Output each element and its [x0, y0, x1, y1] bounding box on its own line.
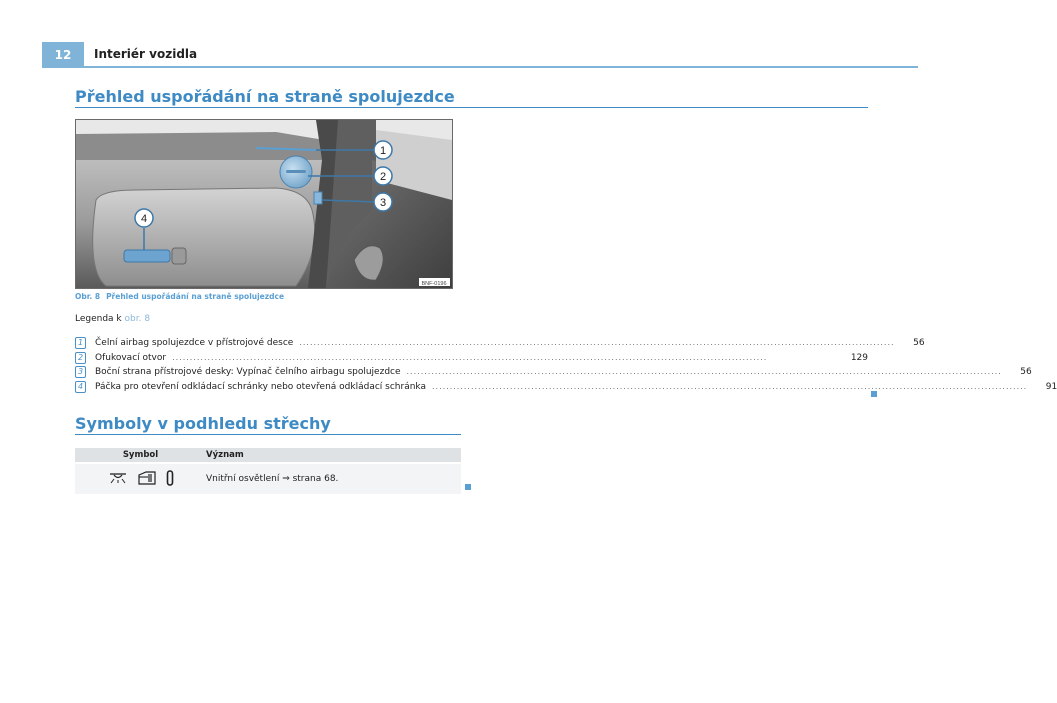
legend-number: 4: [75, 381, 87, 393]
header-symbol: Symbol: [122, 450, 159, 460]
dashboard-figure: [75, 119, 453, 289]
legend-item: [75, 381, 1057, 396]
meaning-cell[interactable]: Vnitřní osvětlení ⇒ strana 68.: [206, 474, 339, 484]
legend-text: Čelní airbag spolujezdce v přístrojové desce: [95, 338, 294, 348]
legend-item: [75, 366, 1032, 381]
section-title-roof-symbols: Symboly v podhledu střechy: [75, 414, 331, 433]
figure-caption: [75, 292, 290, 301]
callout-2: [374, 167, 392, 185]
table-header: [75, 448, 461, 462]
leader-dots: ........................................................................................................................................................................: [299, 338, 895, 347]
legend-figure-ref[interactable]: obr. 8: [124, 314, 151, 324]
svg-text:1: 1: [379, 145, 387, 157]
section-title-passenger-side: Přehled uspořádání na straně spolujezdce: [75, 87, 455, 106]
light-off-icon: [166, 470, 174, 489]
section-rule: [75, 107, 868, 108]
caption-label: Obr. 8: [75, 292, 101, 301]
legend-page-ref[interactable]: 56: [1020, 367, 1032, 377]
legend-text: Ofukovací otvor: [95, 352, 167, 363]
table-row: [75, 464, 461, 494]
section-rule: [75, 434, 461, 435]
legend-text: Páčka pro otevření odkládací schránky nebo otevřená odkládací schránka: [95, 381, 426, 392]
door-contact-icon: [138, 471, 156, 488]
interior-light-icon: [108, 472, 128, 487]
svg-text:3: 3: [379, 197, 387, 209]
legend-item: [75, 352, 868, 367]
section-end-mark: [869, 382, 877, 401]
legend-text: Boční strana přístrojové desky: Vypínač čelního airbagu spolujezdce: [95, 367, 401, 377]
legend-item: [75, 337, 925, 352]
callout-4: [135, 209, 153, 227]
dashboard-illustration: [76, 120, 452, 288]
leader-dots: ........................................................................................................................................................................: [431, 381, 1028, 391]
legend-number: 2: [75, 352, 87, 364]
legend-page-ref[interactable]: 91: [1045, 381, 1057, 392]
header-rule: [84, 66, 918, 68]
figure-code: BNF-0196: [421, 281, 447, 287]
symbol-cell: [75, 470, 206, 489]
svg-text:2: 2: [379, 171, 387, 183]
leader-dots: ........................................................................................................................................................................: [406, 367, 1002, 376]
chapter-title: Interiér vozidla: [94, 47, 198, 61]
caption-text: Přehled uspořádání na straně spolujezdce: [106, 292, 285, 301]
callout-3: [374, 193, 392, 211]
legend-page-ref[interactable]: 56: [913, 338, 925, 348]
callout-1: [374, 141, 392, 159]
legend-number: 3: [75, 366, 87, 378]
legend-intro-text: Legenda k: [75, 314, 122, 324]
section-end-mark: [465, 484, 471, 490]
page-number: 12: [42, 42, 84, 68]
legend-number: 1: [75, 337, 87, 349]
symbol-table: [75, 448, 461, 494]
legend-intro: [75, 314, 150, 324]
svg-text:4: 4: [140, 213, 148, 225]
legend-page-ref[interactable]: 129: [850, 352, 868, 363]
legend-list: [75, 337, 1057, 395]
header-meaning: Význam: [206, 450, 244, 460]
leader-dots: ........................................................................................................................................................................: [172, 352, 768, 362]
